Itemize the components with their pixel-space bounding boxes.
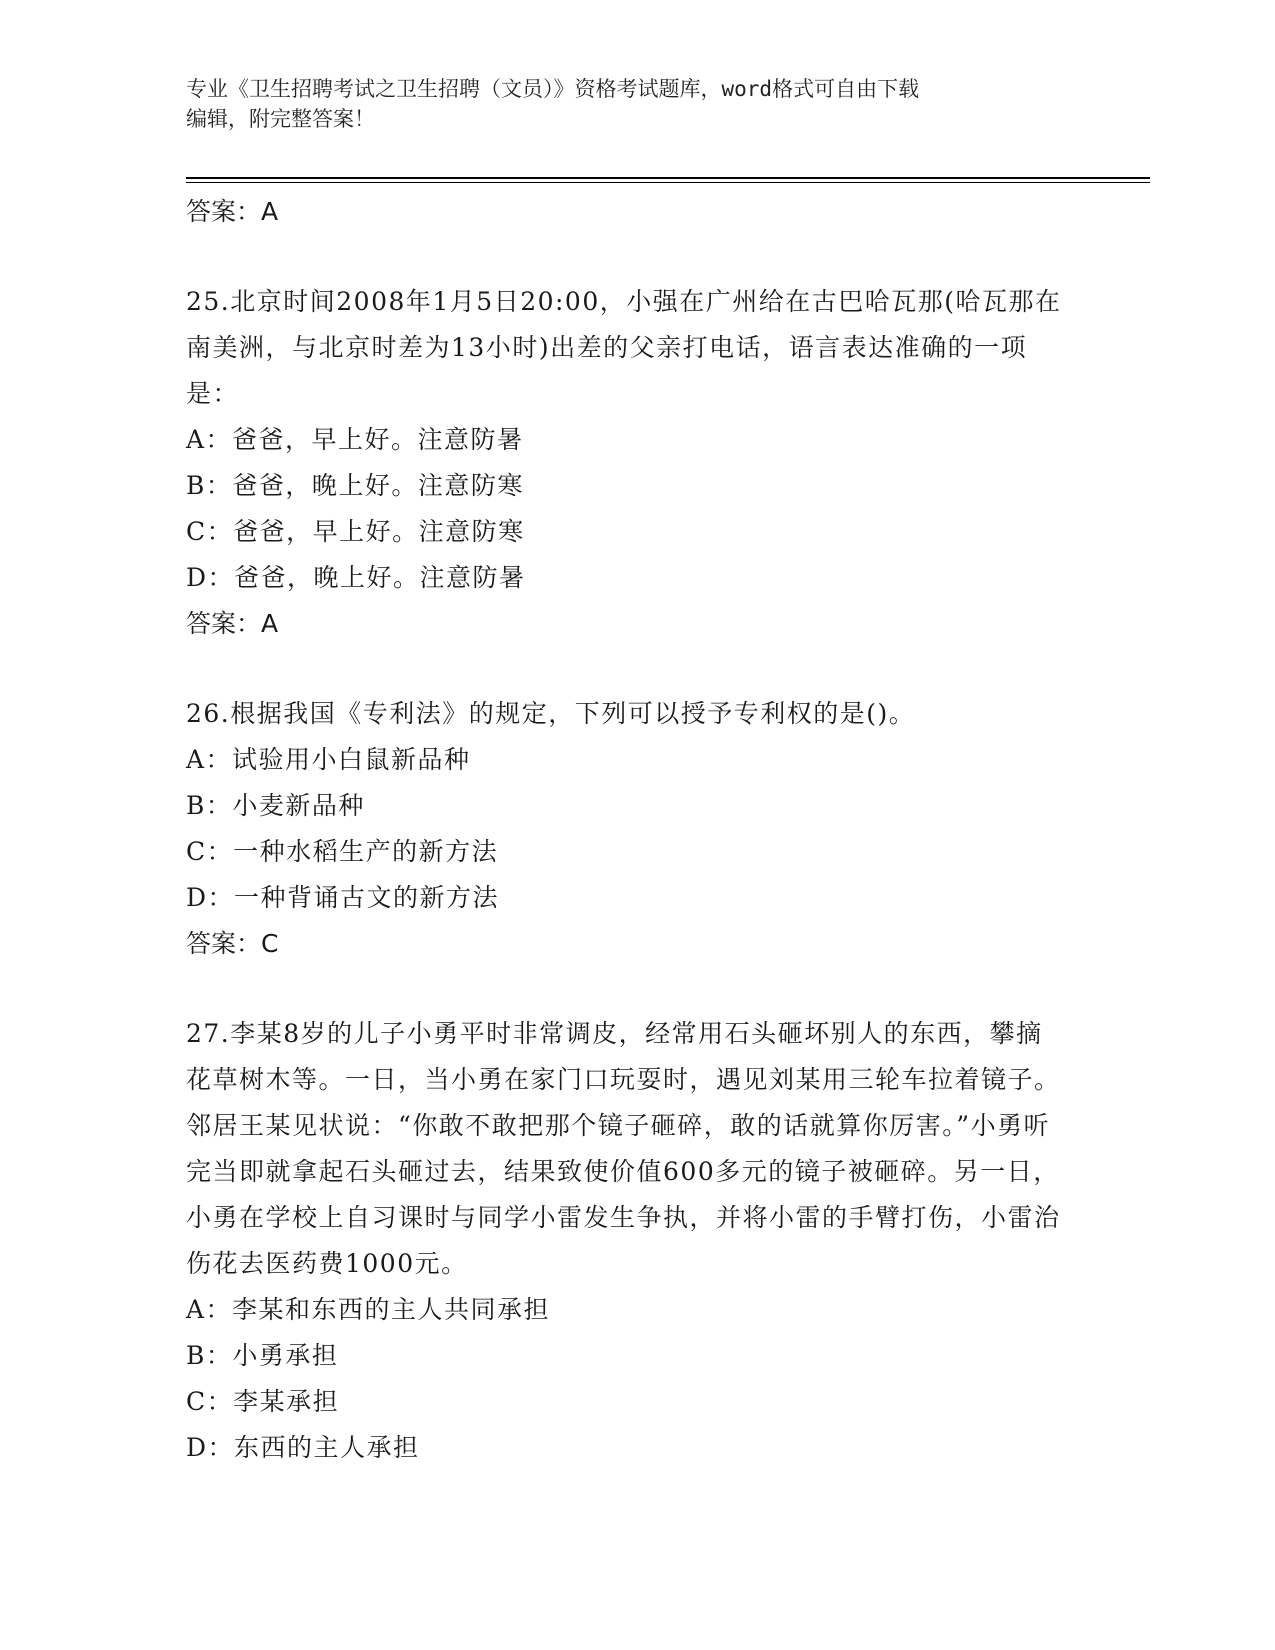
question-stem: 27.李某8岁的儿子小勇平时非常调皮，经常用石头砸坏别人的东西，攀摘花草树木等。一日，当小勇在家门口玩耍时，遇见刘某用三轮车拉着镜子。邻居王某见状说：“你敢不敢把那个镜子砸碎，敢的话就算你厉害。”小勇听完当即就拿起石头砸过去，结果致使价值600多元的镜子被砸碎。另一日，小勇在学校上自习课时与同学小雷发生争执，并将小雷的手臂打伤，小雷治伤花去医药费1000元。	[186, 1019, 1061, 1278]
header-divider-thick	[186, 177, 1150, 179]
spacer	[186, 967, 1066, 1011]
header-line-1: 专业《卫生招聘考试之卫生招聘（文员）》资格考试题库，word格式可自由下载	[186, 77, 920, 101]
question-answer: 答案：A	[186, 609, 279, 638]
option-c: C：爸爸，早上好。注意防寒	[186, 517, 525, 546]
option-a: A：爸爸，早上好。注意防暑	[186, 425, 524, 454]
option-a: A：李某和东西的主人共同承担	[186, 1295, 551, 1324]
option-c: C：一种水稻生产的新方法	[186, 837, 499, 866]
spacer	[186, 235, 1066, 279]
document-body	[186, 189, 1066, 1471]
previous-answer: 答案：A	[186, 197, 279, 226]
option-a: A：试验用小白鼠新品种	[186, 745, 471, 774]
spacer	[186, 647, 1066, 691]
header-divider-thin	[186, 182, 1150, 183]
question-27	[186, 1011, 1066, 1471]
question-answer: 答案：C	[186, 929, 279, 958]
option-b: B：小勇承担	[186, 1341, 339, 1370]
option-d: D：一种背诵古文的新方法	[186, 883, 500, 912]
document-header	[186, 74, 1066, 134]
question-stem: 25.北京时间2008年1月5日20:00，小强在广州给在古巴哈瓦那(哈瓦那在南美洲，与北京时差为13小时)出差的父亲打电话，语言表达准确的一项是：	[186, 287, 1062, 408]
option-d: D：爸爸，晚上好。注意防暑	[186, 563, 526, 592]
option-b: B：爸爸，晚上好。注意防寒	[186, 471, 524, 500]
option-b: B：小麦新品种	[186, 791, 365, 820]
option-d: D：东西的主人承担	[186, 1433, 420, 1462]
question-25	[186, 279, 1066, 647]
question-26	[186, 691, 1066, 967]
option-c: C：李某承担	[186, 1387, 340, 1416]
question-stem: 26.根据我国《专利法》的规定，下列可以授予专利权的是()。	[186, 699, 916, 728]
header-line-2: 编辑，附完整答案！	[186, 107, 375, 131]
